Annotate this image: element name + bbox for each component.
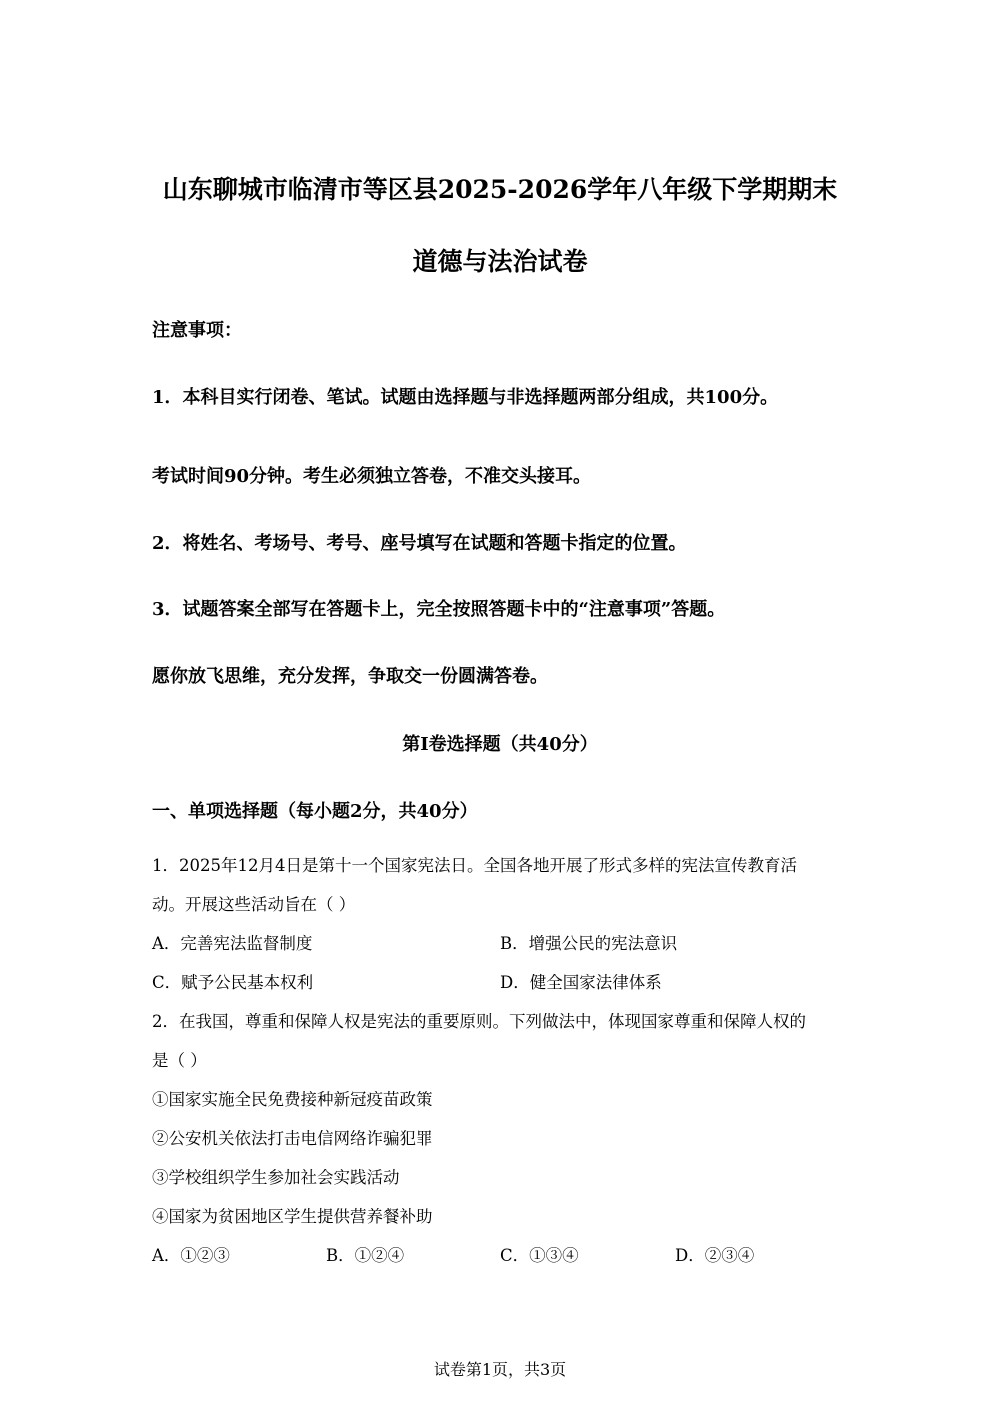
notice-item-1a: 1．本科目实行闭卷、笔试。试题由选择题与非选择题两部分组成，共100分。 <box>152 387 779 408</box>
notice-item-3: 3．试题答案全部写在答题卡上，完全按照答题卡中的“注意事项”答题。 <box>152 599 726 620</box>
exam-title-line1: 山东聊城市临清市等区县2025-2026学年八年级下学期期末 <box>162 175 838 204</box>
question-2-option-a: A．①②③ <box>152 1246 230 1265</box>
question-2-option-b: B．①②④ <box>326 1246 405 1265</box>
question-2-item-1: ①国家实施全民免费接种新冠疫苗政策 <box>152 1090 433 1109</box>
page-footer: 试卷第1页，共3页 <box>433 1360 567 1379</box>
question-1-option-b: B．增强公民的宪法意识 <box>500 934 678 953</box>
exam-title-line2: 道德与法治试卷 <box>412 247 588 276</box>
question-2-item-2: ②公安机关依法打击电信网络诈骗犯罪 <box>152 1129 433 1148</box>
notice-heading: 注意事项： <box>152 320 242 341</box>
notice-item-1b: 考试时间90分钟。考生必须独立答卷，不准交头接耳。 <box>152 466 592 487</box>
question-2-option-c: C．①③④ <box>500 1246 579 1265</box>
section1-heading: 一、单项选择题（每小题2分，共40分） <box>152 801 478 822</box>
question-1-stem-line2: 动。开展这些活动旨在（ ） <box>152 895 356 914</box>
question-2-option-d: D．②③④ <box>675 1246 755 1265</box>
question-2-item-4: ④国家为贫困地区学生提供营养餐补助 <box>152 1207 433 1226</box>
question-1-option-c: C．赋予公民基本权利 <box>152 973 314 992</box>
notice-item-2: 2．将姓名、考场号、考号、座号填写在试题和答题卡指定的位置。 <box>152 533 687 554</box>
question-2-item-3: ③学校组织学生参加社会实践活动 <box>152 1168 400 1187</box>
question-2-stem-line2: 是（ ） <box>152 1051 207 1070</box>
question-1-stem-line1: 1．2025年12月4日是第十一个国家宪法日。全国各地开展了形式多样的宪法宣传教育活 <box>152 856 797 875</box>
question-2-stem-line1: 2．在我国，尊重和保障人权是宪法的重要原则。下列做法中，体现国家尊重和保障人权的 <box>152 1012 806 1031</box>
question-1-option-a: A．完善宪法监督制度 <box>152 934 313 953</box>
part1-heading: 第Ⅰ卷选择题（共40分） <box>402 734 598 755</box>
notice-wish: 愿你放飞思维，充分发挥，争取交一份圆满答卷。 <box>152 666 548 687</box>
question-1-option-d: D．健全国家法律体系 <box>500 973 662 992</box>
